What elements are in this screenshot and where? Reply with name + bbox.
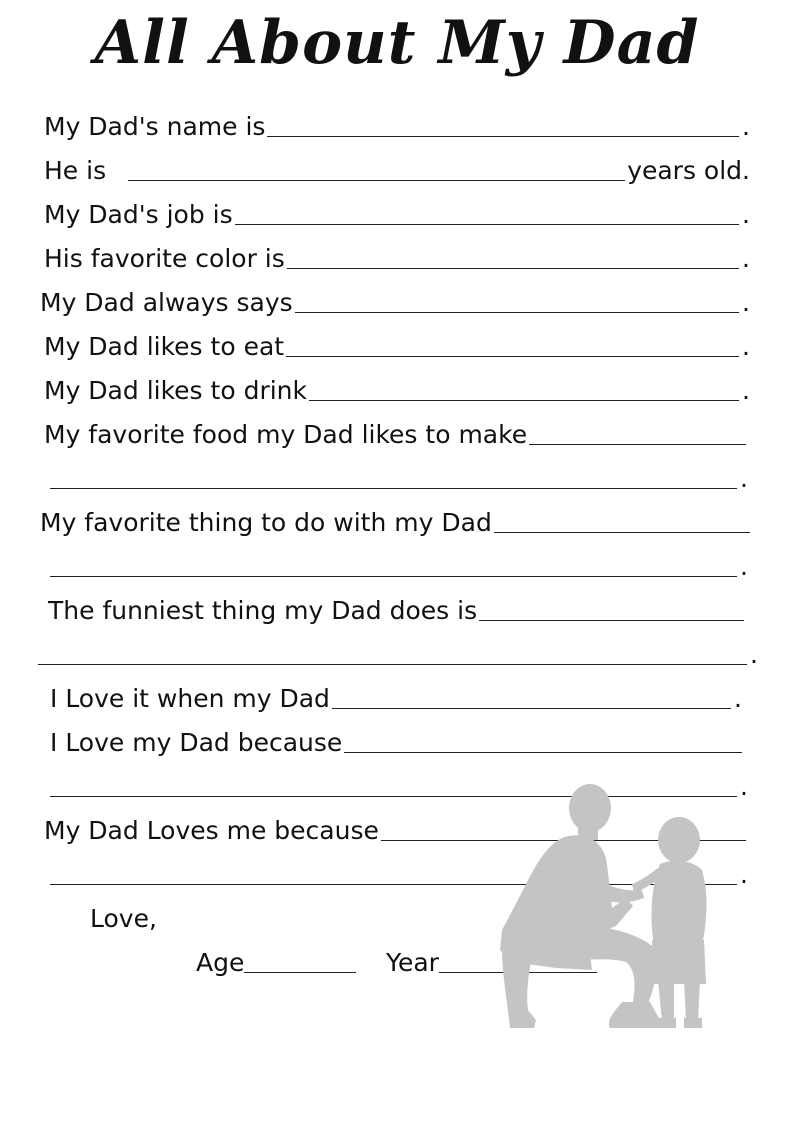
favorite-food-line[interactable] xyxy=(44,420,748,450)
favorite-food-blank-2[interactable] xyxy=(50,466,737,489)
likes-to-drink-line[interactable] xyxy=(44,376,750,406)
love-it-when-label: I Love it when my Dad xyxy=(50,684,330,713)
love-because-blank[interactable] xyxy=(344,730,742,753)
dad-age-label: He is xyxy=(44,156,107,185)
love-it-when-line[interactable] xyxy=(50,684,742,714)
favorite-thing-label: My favorite thing to do with my Dad xyxy=(40,508,492,537)
favorite-thing-line-2[interactable] xyxy=(48,552,748,582)
favorite-color-line[interactable] xyxy=(44,244,750,274)
age-label: Age xyxy=(196,948,245,977)
father-and-child-silhouette-icon xyxy=(492,780,722,1035)
love-it-when-blank[interactable] xyxy=(332,686,731,709)
favorite-thing-blank-2[interactable] xyxy=(50,554,737,577)
funniest-thing-line[interactable] xyxy=(48,596,746,626)
dad-age-line[interactable] xyxy=(44,156,750,186)
love-because-period: . xyxy=(740,772,748,801)
likes-to-eat-period: . xyxy=(742,332,750,361)
favorite-food-line-2[interactable] xyxy=(48,464,748,494)
favorite-thing-period: . xyxy=(740,552,748,581)
likes-to-drink-label: My Dad likes to drink xyxy=(44,376,307,405)
favorite-color-label: His favorite color is xyxy=(44,244,285,273)
love-signoff: Love, xyxy=(90,904,157,933)
dad-name-label: My Dad's name is xyxy=(44,112,266,141)
love-because-line[interactable] xyxy=(50,728,744,758)
age-field[interactable] xyxy=(196,948,356,978)
love-because-label: I Love my Dad because xyxy=(50,728,343,757)
dad-age-blank[interactable] xyxy=(128,158,625,181)
dad-job-period: . xyxy=(742,200,750,229)
dad-name-blank[interactable] xyxy=(267,114,739,137)
dad-job-label: My Dad's job is xyxy=(44,200,233,229)
dad-job-blank[interactable] xyxy=(235,202,739,225)
love-it-when-period: . xyxy=(734,684,742,713)
likes-to-eat-blank[interactable] xyxy=(286,334,739,357)
likes-to-drink-blank[interactable] xyxy=(309,378,739,401)
favorite-food-period: . xyxy=(740,464,748,493)
dad-says-line[interactable] xyxy=(40,288,750,318)
year-label: Year xyxy=(386,948,439,977)
silhouette-shapes xyxy=(500,784,707,1028)
dad-name-period: . xyxy=(742,112,750,141)
dad-name-line[interactable] xyxy=(44,112,750,142)
page-title: All About My Dad xyxy=(94,8,700,78)
loves-me-label: My Dad Loves me because xyxy=(44,816,379,845)
dad-says-blank[interactable] xyxy=(295,290,739,313)
favorite-color-period: . xyxy=(742,244,750,273)
favorite-thing-line[interactable] xyxy=(40,508,752,538)
dad-job-line[interactable] xyxy=(44,200,750,230)
favorite-food-label: My favorite food my Dad likes to make xyxy=(44,420,528,449)
dad-says-label: My Dad always says xyxy=(40,288,293,317)
funniest-thing-label: The funniest thing my Dad does is xyxy=(48,596,478,625)
age-blank[interactable] xyxy=(244,950,356,973)
likes-to-drink-period: . xyxy=(742,376,750,405)
loves-me-period: . xyxy=(740,860,748,889)
likes-to-eat-label: My Dad likes to eat xyxy=(44,332,285,361)
favorite-food-blank[interactable] xyxy=(529,422,746,445)
favorite-color-blank[interactable] xyxy=(287,246,739,269)
dad-age-suffix: years old. xyxy=(627,156,750,185)
likes-to-eat-line[interactable] xyxy=(44,332,750,362)
funniest-thing-period: . xyxy=(750,640,758,669)
favorite-thing-blank[interactable] xyxy=(494,510,750,533)
funniest-thing-blank[interactable] xyxy=(479,598,744,621)
funniest-thing-line-2[interactable] xyxy=(36,640,758,670)
funniest-thing-blank-2[interactable] xyxy=(38,642,747,665)
dad-says-period: . xyxy=(742,288,750,317)
